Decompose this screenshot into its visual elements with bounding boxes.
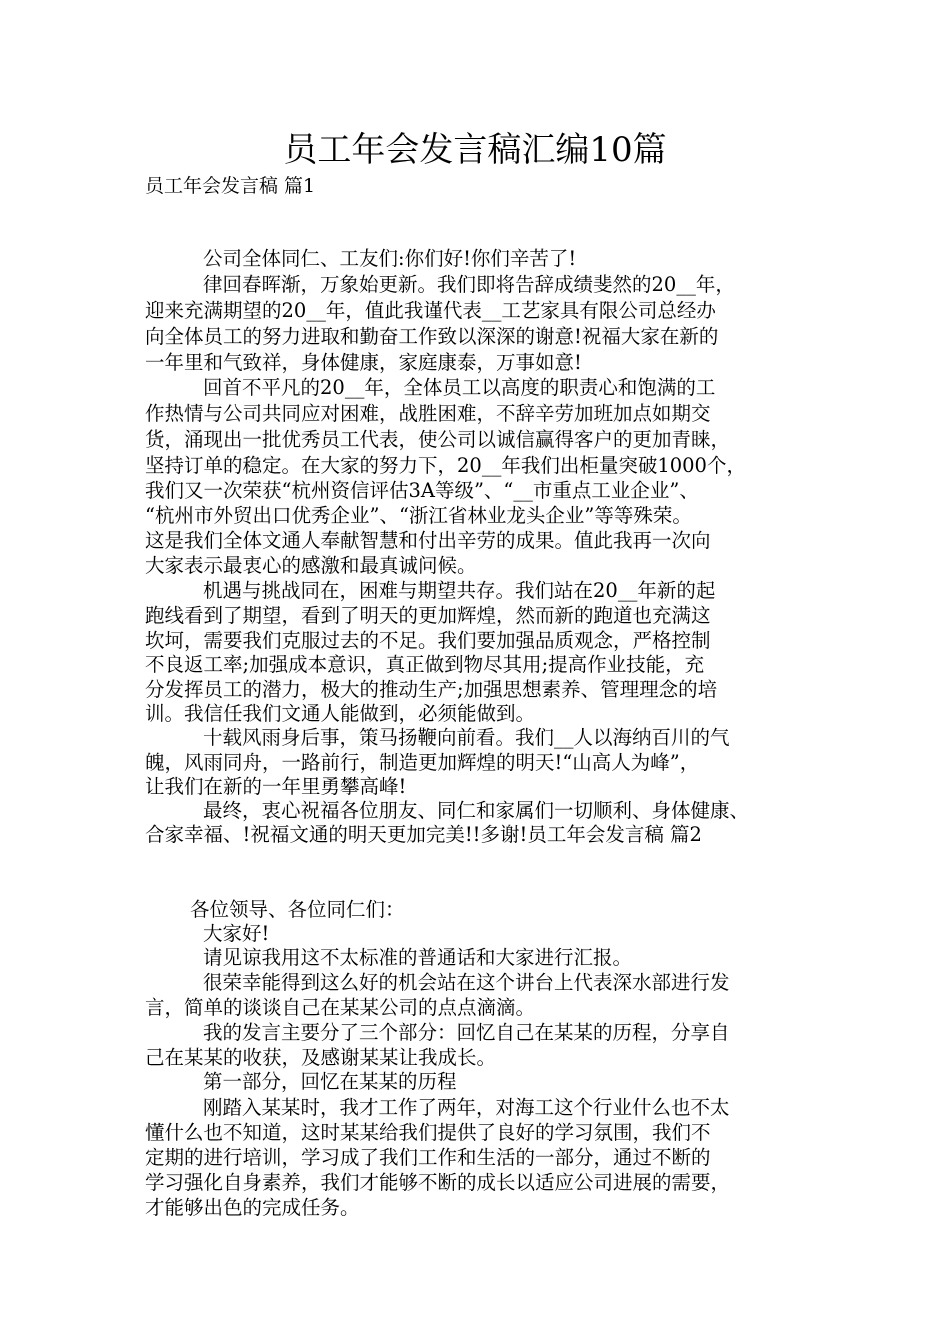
paragraph-line: 坚持订单的稳定。在大家的努力下，20__年我们出柜量突破1000个， bbox=[145, 454, 746, 477]
paragraph-line: 刚踏入某某时，我才工作了两年，对海工这个行业什么也不太 bbox=[203, 1096, 730, 1119]
paragraph-line: 定期的进行培训，学习成了我们工作和生活的一部分，通过不断的 bbox=[145, 1146, 711, 1169]
paragraph-line: 不良返工率;加强成本意识，真正做到物尽其用;提高作业技能，充 bbox=[145, 653, 705, 676]
paragraph-line: 我的发言主要分了三个部分：回忆自己在某某的历程，分享自 bbox=[203, 1021, 730, 1044]
paragraph-line: 十载风雨身后事，策马扬鞭向前看。我们__人以海纳百川的气 bbox=[203, 726, 730, 749]
paragraph-line: 律回春晖渐，万象始更新。我们即将告辞成绩斐然的20__年， bbox=[203, 273, 735, 296]
paragraph-line: 我们又一次荣获“杭州资信评估3A等级”、“__市重点工业企业”、 bbox=[145, 479, 699, 502]
paragraph-line: 货，涌现出一批优秀员工代表，使公司以诚信赢得客户的更加青睐， bbox=[145, 428, 731, 451]
section-1-heading: 员工年会发言稿 篇1 bbox=[145, 175, 316, 197]
paragraph-line: 请见谅我用这不太标准的普通话和大家进行汇报。 bbox=[203, 946, 633, 969]
paragraph-line: 大家好! bbox=[203, 922, 270, 945]
paragraph-line: 最终，衷心祝福各位朋友、同仁和家属们一切顺利、身体健康、 bbox=[203, 799, 750, 822]
paragraph-line: 让我们在新的一年里勇攀高峰! bbox=[145, 775, 407, 798]
paragraph-line: 才能够出色的完成任务。 bbox=[145, 1196, 360, 1219]
paragraph-line: 机遇与挑战同在，困难与期望共存。我们站在20__年新的起 bbox=[203, 579, 716, 602]
paragraph-line: 第一部分，回忆在某某的历程 bbox=[203, 1070, 457, 1093]
paragraph-line: 分发挥员工的潜力，极大的推动生产;加强思想素养、管理理念的培 bbox=[145, 678, 718, 701]
paragraph-line: 言，简单的谈谈自己在某某公司的点点滴滴。 bbox=[145, 996, 536, 1019]
paragraph-line: 作热情与公司共同应对困难，战胜困难，不辞辛劳加班加点如期交 bbox=[145, 402, 711, 425]
paragraph-line: 魄，风雨同舟，一路前行，制造更加辉煌的明天!“山高人为峰”， bbox=[145, 751, 700, 774]
paragraph-line: 己在某某的收获，及感谢某某让我成长。 bbox=[145, 1046, 497, 1069]
paragraph-line: 大家表示最衷心的感激和最真诚问候。 bbox=[145, 554, 477, 577]
paragraph-line: 回首不平凡的20__年，全体员工以高度的职责心和饱满的工 bbox=[203, 376, 716, 399]
document-title: 员工年会发言稿汇编10篇 bbox=[283, 130, 667, 170]
paragraph-line: 向全体员工的努力进取和勤奋工作致以深深的谢意!祝福大家在新的 bbox=[145, 325, 719, 348]
paragraph-line: 这是我们全体文通人奉献智慧和付出辛劳的成果。值此我再一次向 bbox=[145, 529, 711, 552]
paragraph-line: 各位领导、各位同仁们： bbox=[190, 898, 405, 921]
paragraph-line: 坎坷，需要我们克服过去的不足。我们要加强品质观念，严格控制 bbox=[145, 629, 711, 652]
paragraph-line: 迎来充满期望的20__年，值此我谨代表__工艺家具有限公司总经办 bbox=[145, 299, 716, 322]
paragraph-line: 学习强化自身素养，我们才能够不断的成长以适应公司进展的需要， bbox=[145, 1171, 731, 1194]
paragraph-line: 懂什么也不知道，这时某某给我们提供了良好的学习氛围，我们不 bbox=[145, 1121, 711, 1144]
paragraph-line: 跑线看到了期望，看到了明天的更加辉煌，然而新的跑道也充满这 bbox=[145, 604, 711, 627]
paragraph-line: 一年里和气致祥，身体健康，家庭康泰，万事如意! bbox=[145, 351, 582, 374]
paragraph-line: 训。我信任我们文通人能做到，必须能做到。 bbox=[145, 702, 536, 725]
paragraph-line: 很荣幸能得到这么好的机会站在这个讲台上代表深水部进行发 bbox=[203, 971, 730, 994]
paragraph-line: 公司全体同仁、工友们:你们好!你们辛苦了! bbox=[203, 247, 577, 270]
paragraph-line: 合家幸福、!祝福文通的明天更加完美!!多谢!员工年会发言稿 篇2 bbox=[145, 823, 702, 846]
paragraph-line: “杭州市外贸出口优秀企业”、“浙江省林业龙头企业”等等殊荣。 bbox=[145, 504, 692, 527]
